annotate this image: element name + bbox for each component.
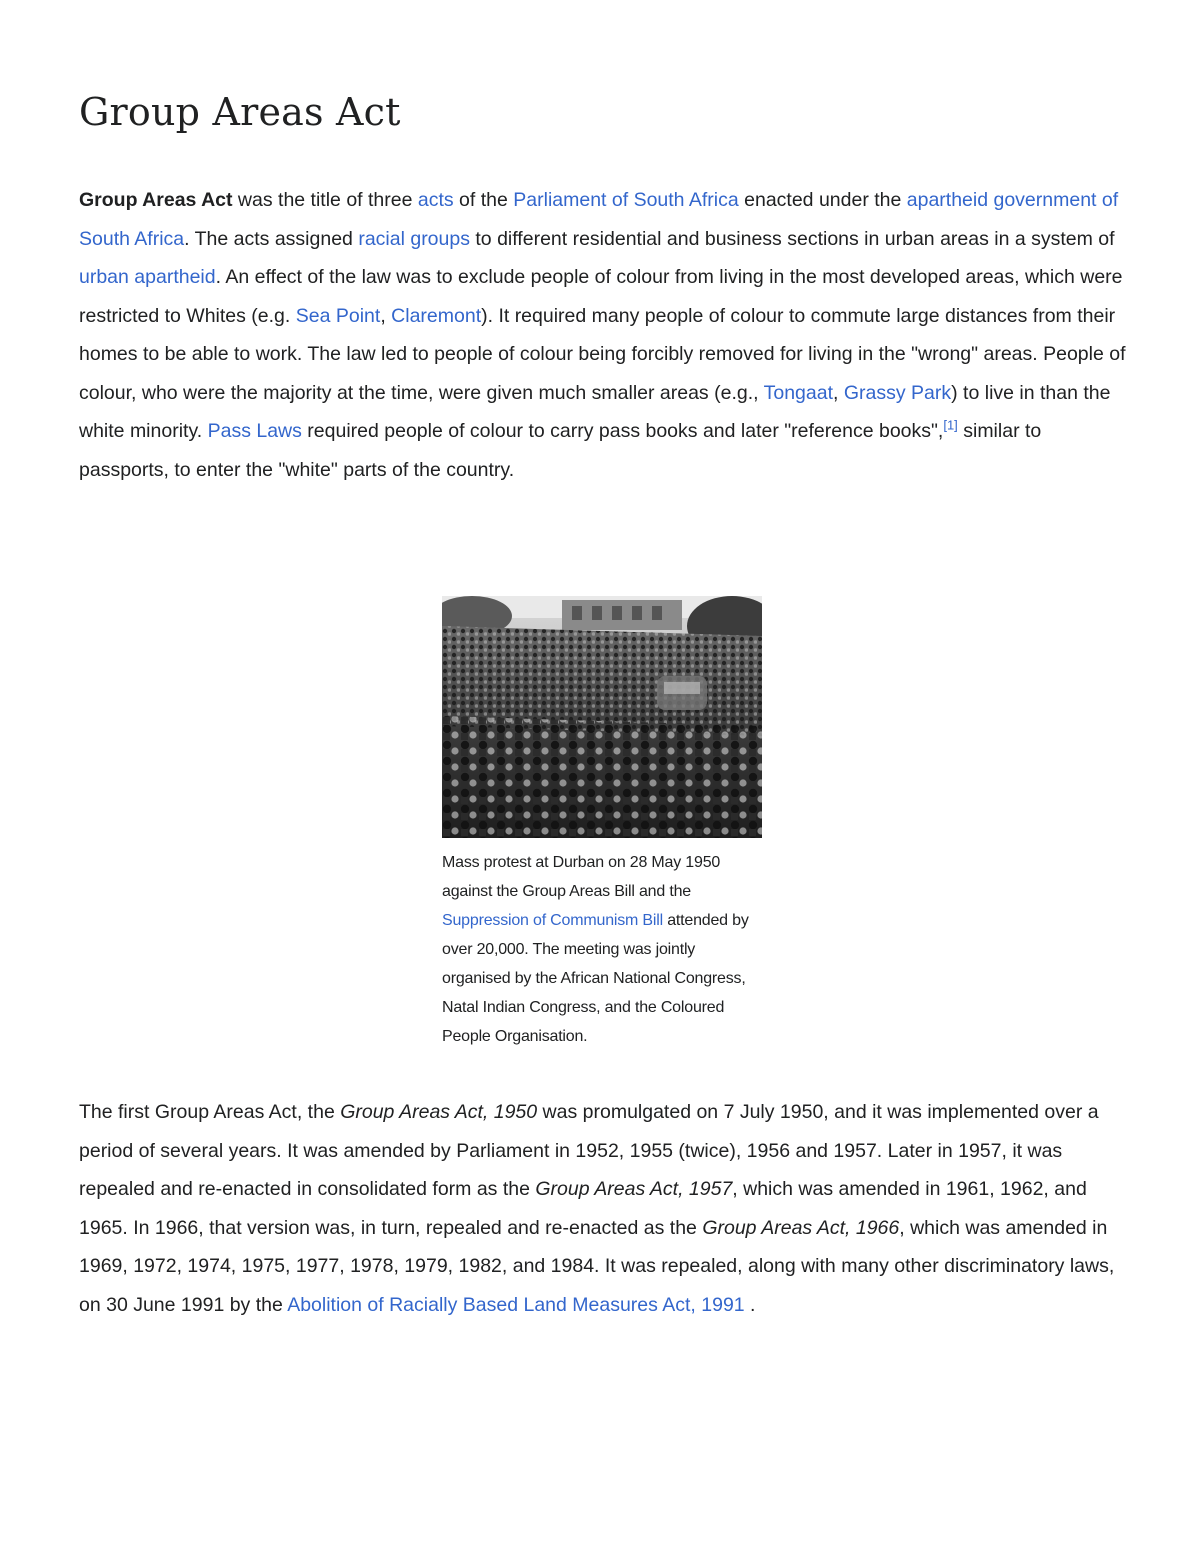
intro-paragraph <box>79 181 1129 489</box>
text-run: ) to live in than the white minority. <box>79 381 1111 442</box>
text-run: The first Group Areas Act, the <box>79 1101 341 1123</box>
link-tongaat[interactable]: Tongaat <box>763 381 834 404</box>
reference-marker <box>943 418 957 433</box>
figure <box>442 596 762 1051</box>
text-run: , which was amended in 1961, 1962, and 1965. In 1966, that version was, in turn, repealed and re-enacted as the <box>79 1178 1087 1239</box>
text-run: ). It required many people of colour to commute large distances from their homes to be able to work. The law led to people of colour being forcibly removed for living in the "wrong" areas. People of colour, who were the majority at the time, were given much smaller areas (e.g., <box>79 304 1126 404</box>
text-run: similar to passports, to enter the "white" parts of the country. <box>79 420 1042 481</box>
text-run: . An effect of the law was to exclude people of colour from living in the most developed areas, which were restricted to Whites (e.g. <box>79 266 1123 327</box>
link-sea-point[interactable]: Sea Point <box>295 304 381 327</box>
link-racial-groups[interactable]: racial groups <box>358 227 470 250</box>
text-run: , <box>380 304 392 327</box>
reference-link-1[interactable]: [1] <box>943 417 958 433</box>
text-run: enacted under the <box>738 189 907 211</box>
text-run: Mass protest at Durban on 28 May 1950 against the Group Areas Bill and the <box>442 854 721 900</box>
text-run: was promulgated on 7 July 1950, and it was implemented over a period of several years. It was amended by Parliament in 1952, 1955 (twice), 1956 and 1957. Later in 1957, it was repealed and re-enacted in consolidated form as the <box>79 1101 1099 1200</box>
link-parliament-of-south-africa[interactable]: Parliament of South Africa <box>513 189 739 211</box>
figure-caption <box>442 848 762 1051</box>
text-run: of the <box>453 189 514 211</box>
protest-photo[interactable] <box>442 596 762 838</box>
link-suppression-of-communism-bill[interactable]: Suppression of Communism Bill <box>442 912 663 929</box>
text-run: was the title of three <box>232 189 418 211</box>
text-run: , <box>833 381 844 404</box>
link-grassy-park[interactable]: Grassy Park <box>843 381 952 404</box>
text-run: . <box>744 1293 756 1316</box>
act-title-1957: Group Areas Act, 1957 <box>535 1178 733 1200</box>
text-run: attended by over 20,000. The meeting was jointly organised by the African National Congress, Natal Indian Congress, and the Coloured People Organisation. <box>442 912 749 1045</box>
page-title: Group Areas Act <box>79 90 401 134</box>
text-run: required people of colour to carry pass books and later "reference books", <box>301 420 944 442</box>
act-title-1950: Group Areas Act, 1950 <box>340 1101 538 1123</box>
link-apartheid-government[interactable]: apartheid government of South Africa <box>79 189 1119 250</box>
link-urban-apartheid[interactable]: urban apartheid <box>79 266 216 288</box>
link-pass-laws[interactable]: Pass Laws <box>207 420 302 442</box>
history-paragraph <box>79 1093 1129 1324</box>
article-subject-bold: Group Areas Act <box>79 189 233 211</box>
link-acts[interactable]: acts <box>417 189 454 211</box>
act-title-1966: Group Areas Act, 1966 <box>702 1216 900 1239</box>
text-run: , which was amended in 1969, 1972, 1974, 1975, 1977, 1978, 1979, 1982, and 1984. It was repealed, along with many other discriminatory laws, on 30 June 1991 by the <box>79 1216 1115 1316</box>
link-claremont[interactable]: Claremont <box>391 304 482 327</box>
text-run: to different residential and business sections in urban areas in a system of <box>469 227 1115 250</box>
text-run: . The acts assigned <box>184 227 359 250</box>
link-abolition-act-1991[interactable]: Abolition of Racially Based Land Measures Act, 1991 <box>287 1293 745 1316</box>
